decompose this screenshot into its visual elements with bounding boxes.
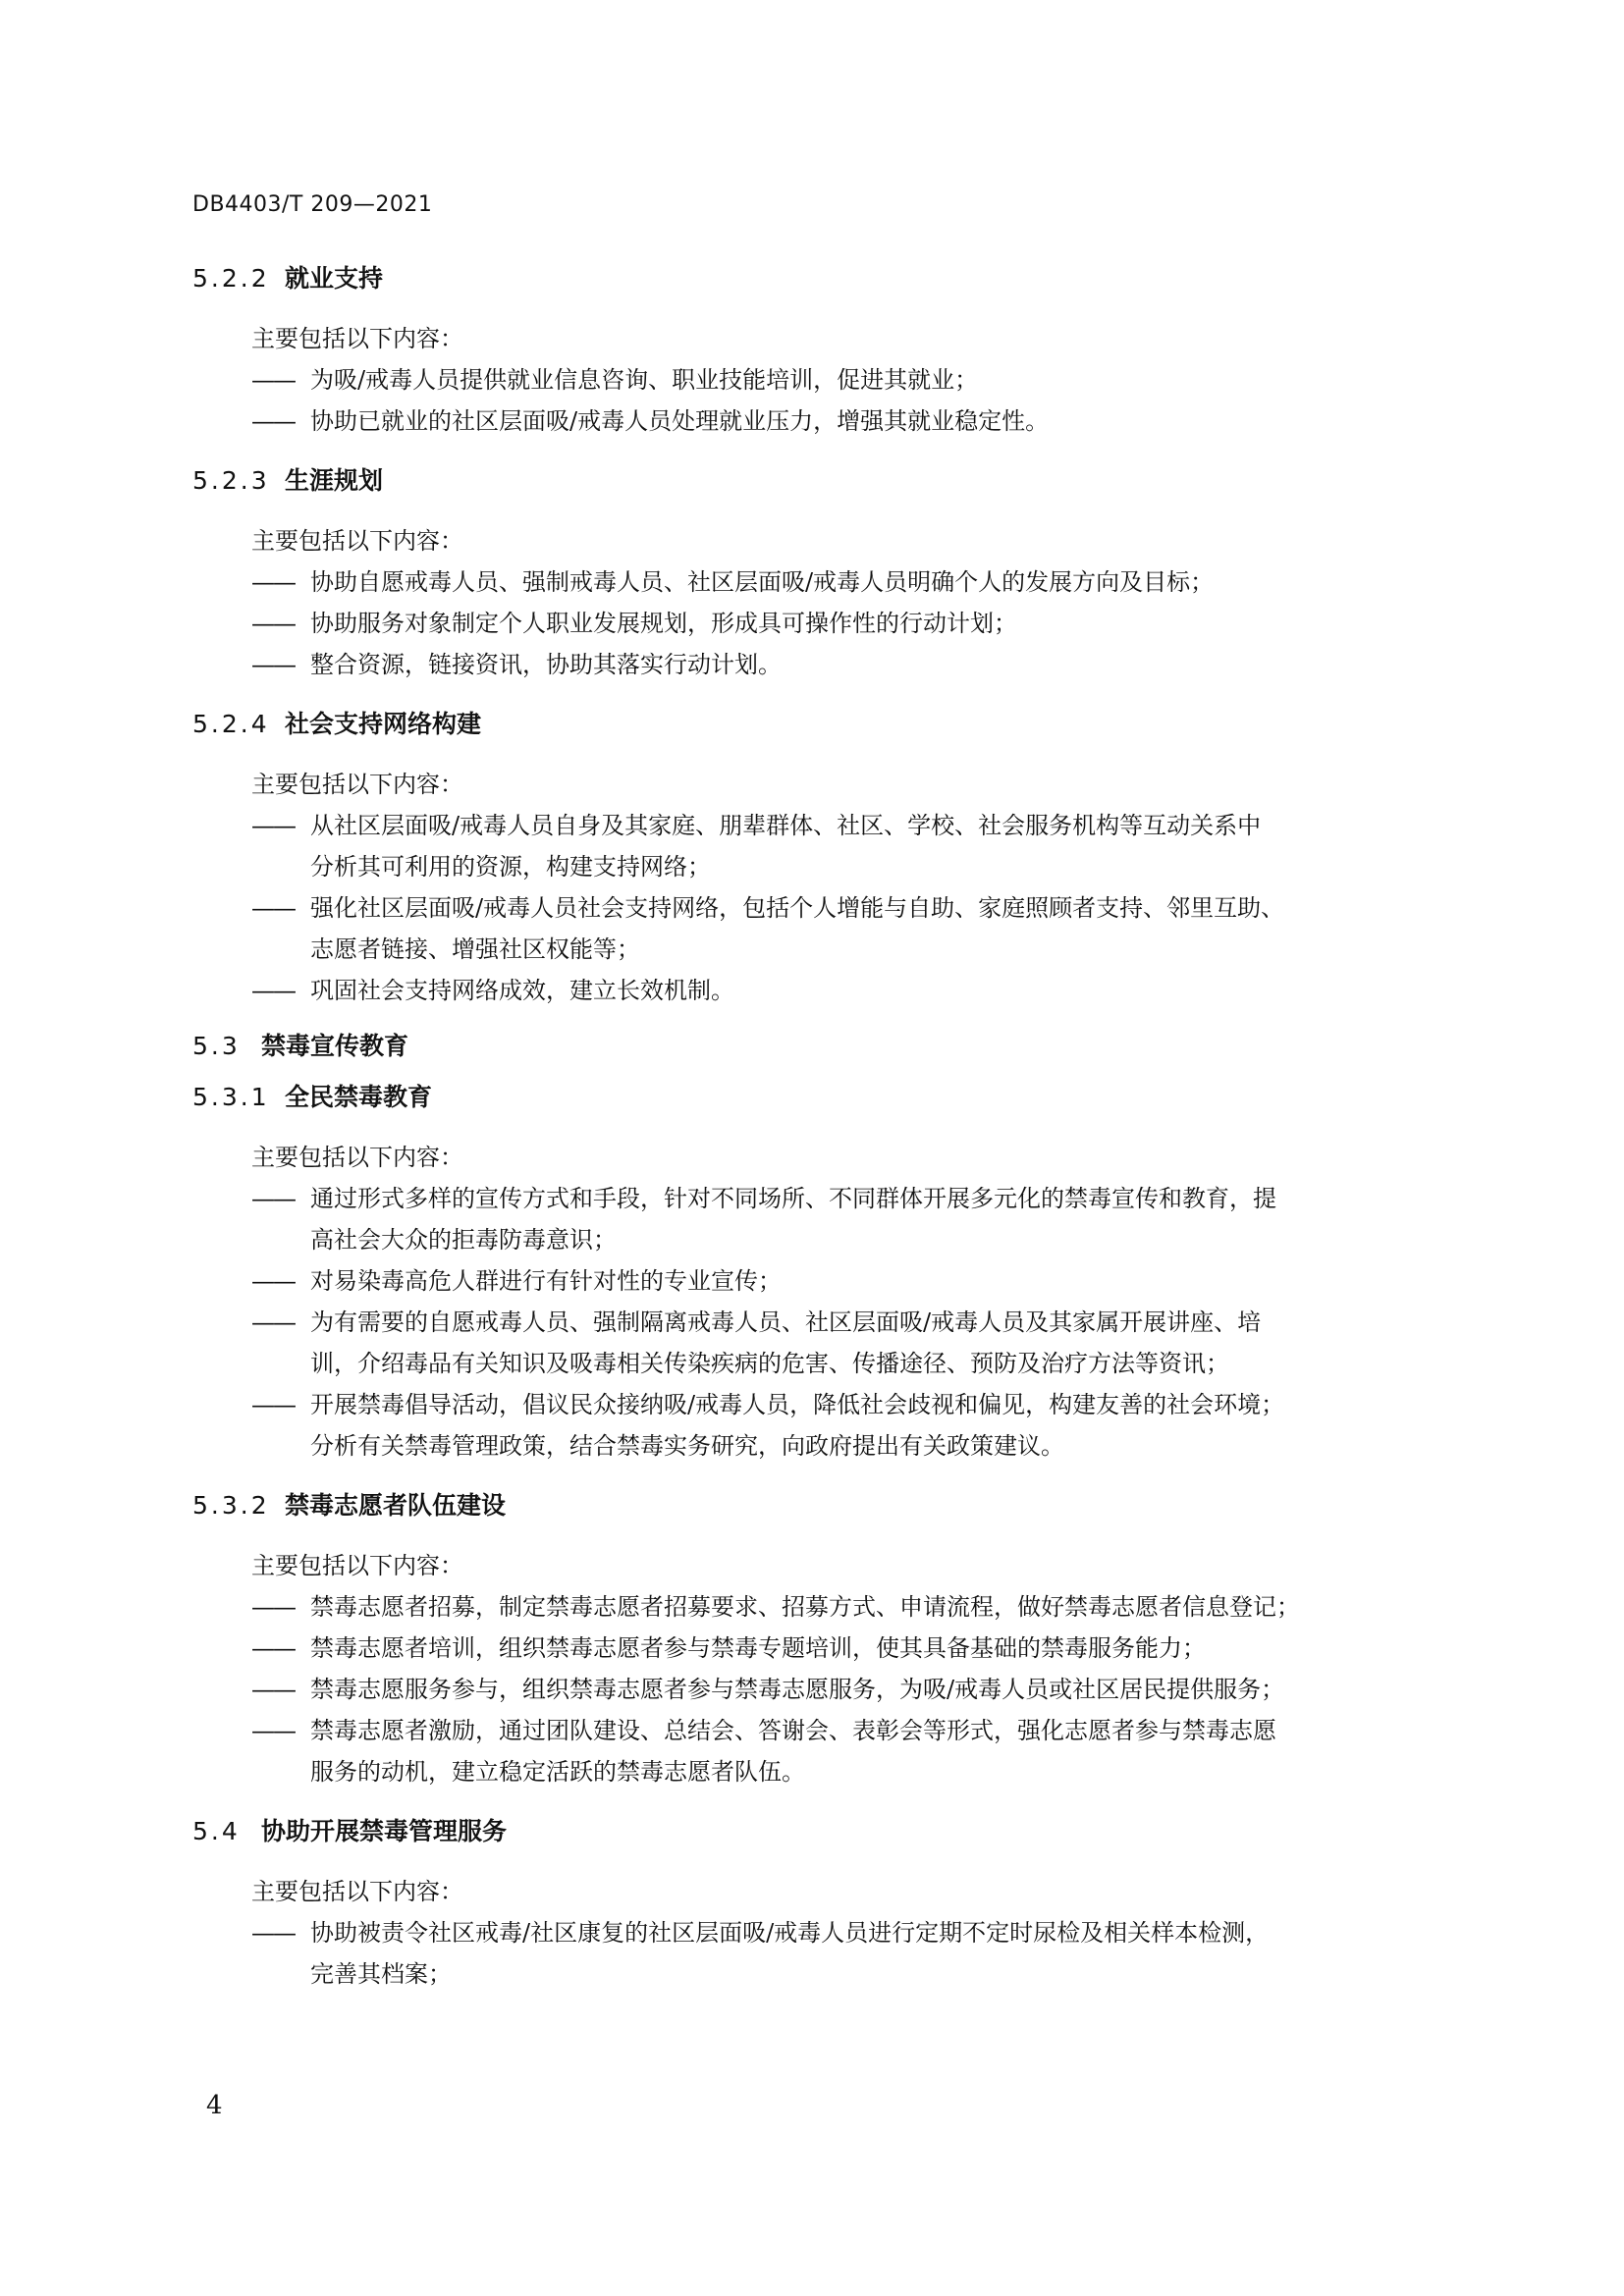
list-item-text: 禁毒志愿者招募，制定禁毒志愿者招募要求、招募方式、申请流程，做好禁毒志愿者信息登记； — [310, 1593, 1300, 1621]
section-heading — [192, 1025, 1469, 1068]
page-number: 4 — [206, 2091, 223, 2120]
document-code: DB4403/T 209—2021 — [192, 192, 433, 217]
section-title: 社会支持网络构建 — [285, 710, 482, 738]
intro-text: 主要包括以下内容： — [251, 325, 463, 352]
list-item-text: 为吸/戒毒人员提供就业信息咨询、职业技能培训，促进其就业； — [310, 366, 979, 394]
section-heading — [192, 1810, 1469, 1853]
list-item-text: 整合资源，链接资讯，协助其落实行动计划。 — [310, 651, 782, 678]
dash-marker: —— — [251, 1267, 295, 1295]
list-item-text: 对易染毒高危人群进行有针对性的专业宣传； — [310, 1267, 782, 1295]
intro-text: 主要包括以下内容： — [251, 1552, 463, 1579]
section-title: 全民禁毒教育 — [285, 1083, 433, 1111]
section-content — [192, 1137, 1469, 1467]
list-item — [251, 400, 1518, 442]
list-item-text: 巩固社会支持网络成效，建立长效机制。 — [310, 977, 734, 1004]
intro-text: 主要包括以下内容： — [251, 771, 463, 798]
section-number: 5.3.1 — [192, 1083, 270, 1111]
dash-marker: —— — [251, 1593, 295, 1621]
section-content — [192, 318, 1469, 442]
list-item-continuation: 高社会大众的拒毒防毒意识； — [310, 1226, 617, 1254]
list-item-text: 开展禁毒倡导活动，倡议民众接纳吸/戒毒人员，降低社会歧视和偏见，构建友善的社会环境； — [310, 1391, 1285, 1418]
section-heading — [192, 1076, 1469, 1119]
list-item — [251, 1384, 1518, 1467]
list-item-continuation: 分析有关禁毒管理政策，结合禁毒实务研究，向政府提出有关政策建议。 — [310, 1432, 1064, 1460]
list-item-continuation: 分析其可利用的资源，构建支持网络； — [310, 853, 711, 881]
section-content — [192, 764, 1469, 1011]
section-title: 禁毒宣传教育 — [261, 1032, 409, 1060]
list-item — [251, 1178, 1518, 1260]
list-item-continuation: 志愿者链接、增强社区权能等； — [310, 935, 640, 963]
section-title: 禁毒志愿者队伍建设 — [285, 1491, 507, 1520]
section-content — [192, 1545, 1469, 1792]
list-item — [251, 1302, 1518, 1384]
intro-text: 主要包括以下内容： — [251, 1878, 463, 1905]
section-heading — [192, 703, 1469, 746]
section-heading — [192, 257, 1469, 300]
dash-marker: —— — [251, 651, 295, 678]
dash-marker: —— — [251, 1391, 295, 1418]
dash-marker: —— — [251, 894, 295, 922]
list-item-text: 禁毒志愿服务参与，组织禁毒志愿者参与禁毒志愿服务，为吸/戒毒人员或社区居民提供服务； — [310, 1676, 1285, 1703]
list-item-text: 从社区层面吸/戒毒人员自身及其家庭、朋辈群体、社区、学校、社会服务机构等互动关系中 — [310, 812, 1262, 839]
section-content — [192, 1871, 1469, 1995]
section-number: 5.3 — [192, 1032, 241, 1060]
section-number: 5.2.3 — [192, 466, 270, 495]
list-item — [251, 603, 1518, 644]
intro-text: 主要包括以下内容： — [251, 1144, 463, 1171]
dash-marker: —— — [251, 812, 295, 839]
dash-marker: —— — [251, 568, 295, 596]
section-5-3-2 — [192, 1484, 1469, 1792]
dash-marker: —— — [251, 1717, 295, 1744]
dash-marker: —— — [251, 407, 295, 435]
list-item-text: 为有需要的自愿戒毒人员、强制隔离戒毒人员、社区层面吸/戒毒人员及其家属开展讲座、培 — [310, 1308, 1262, 1336]
document-body — [192, 257, 1469, 1995]
dash-marker: —— — [251, 610, 295, 637]
list-item — [251, 1260, 1518, 1302]
list-item — [251, 970, 1518, 1011]
list-item — [251, 1912, 1518, 1995]
section-number: 5.4 — [192, 1817, 241, 1845]
list-item-text: 协助服务对象制定个人职业发展规划，形成具可操作性的行动计划； — [310, 610, 1017, 637]
list-item-text: 协助已就业的社区层面吸/戒毒人员处理就业压力，增强其就业稳定性。 — [310, 407, 1050, 435]
list-item-continuation: 服务的动机，建立稳定活跃的禁毒志愿者队伍。 — [310, 1758, 805, 1786]
list-item — [251, 561, 1518, 603]
dash-marker: —— — [251, 1919, 295, 1947]
list-item-text: 协助自愿戒毒人员、强制戒毒人员、社区层面吸/戒毒人员明确个人的发展方向及目标； — [310, 568, 1215, 596]
section-5-2-4 — [192, 703, 1469, 1011]
section-5-4 — [192, 1810, 1469, 1995]
list-item-text: 禁毒志愿者培训，组织禁毒志愿者参与禁毒专题培训，使其具备基础的禁毒服务能力； — [310, 1634, 1206, 1662]
dash-marker: —— — [251, 1676, 295, 1703]
list-item — [251, 887, 1518, 970]
section-title: 就业支持 — [285, 264, 384, 293]
section-number: 5.3.2 — [192, 1491, 270, 1520]
list-item — [251, 1586, 1518, 1628]
section-title: 生涯规划 — [285, 466, 384, 495]
list-item-text: 强化社区层面吸/戒毒人员社会支持网络，包括个人增能与自助、家庭照顾者支持、邻里互助、 — [310, 894, 1285, 922]
dash-marker: —— — [251, 1308, 295, 1336]
section-heading — [192, 1484, 1469, 1527]
list-item-continuation: 训，介绍毒品有关知识及吸毒相关传染疾病的危害、传播途径、预防及治疗方法等资讯； — [310, 1350, 1229, 1377]
section-5-2-2 — [192, 257, 1469, 442]
list-item — [251, 1628, 1518, 1669]
list-item — [251, 644, 1518, 685]
section-5-3 — [192, 1025, 1469, 1068]
list-item — [251, 805, 1518, 887]
list-item — [251, 1669, 1518, 1710]
list-item-text: 协助被责令社区戒毒/社区康复的社区层面吸/戒毒人员进行定期不定时尿检及相关样本检测， — [310, 1919, 1270, 1947]
intro-text: 主要包括以下内容： — [251, 527, 463, 555]
section-heading — [192, 459, 1469, 503]
list-item-text: 通过形式多样的宣传方式和手段，针对不同场所、不同群体开展多元化的禁毒宣传和教育，提 — [310, 1185, 1276, 1212]
list-item-text: 禁毒志愿者激励，通过团队建设、总结会、答谢会、表彰会等形式，强化志愿者参与禁毒志愿 — [310, 1717, 1276, 1744]
section-5-3-1 — [192, 1076, 1469, 1467]
section-title: 协助开展禁毒管理服务 — [261, 1817, 508, 1845]
dash-marker: —— — [251, 1185, 295, 1212]
dash-marker: —— — [251, 1634, 295, 1662]
section-number: 5.2.2 — [192, 264, 270, 293]
section-number: 5.2.4 — [192, 710, 270, 738]
section-5-2-3 — [192, 459, 1469, 685]
list-item-continuation: 完善其档案； — [310, 1960, 452, 1988]
list-item — [251, 1710, 1518, 1792]
section-content — [192, 520, 1469, 685]
dash-marker: —— — [251, 977, 295, 1004]
dash-marker: —— — [251, 366, 295, 394]
list-item — [251, 359, 1518, 400]
